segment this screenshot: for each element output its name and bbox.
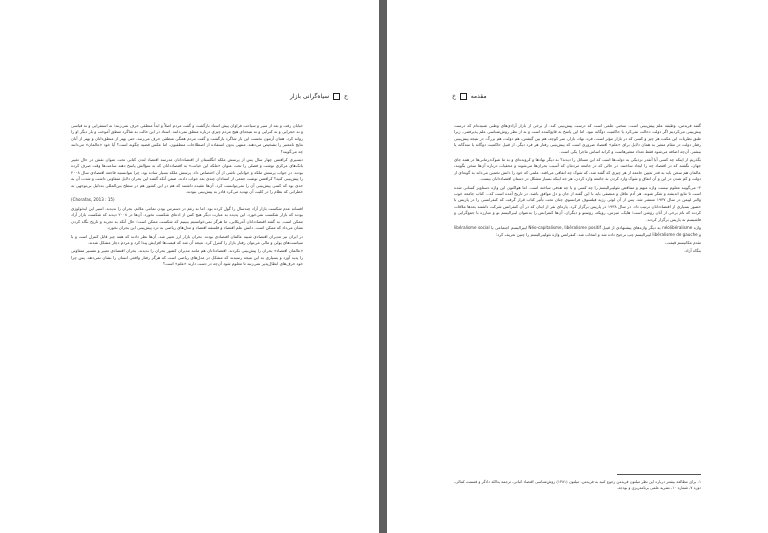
left-page-header <box>290 93 348 100</box>
right-page-number: خ <box>452 93 456 100</box>
paragraph: گفته فریدمن، وظیفه علم پیش‌بینی است. سخنی علمی است که درست پیش‌بینی کند. از برخی از بازار آزادی‌های وطنی شنیده‌ام که درست پیش‌بینی می‌کردیم اگر دولت دخالت نمی‌کرد یا حاکمیت دوگانه نبود. اما این پاسخ نه قانع‌کننده است و نه از نظر روش‌شناسی علم پذیرفتنی. زیرا طبق نظریات این مکتب هر چیز و کسی که در بازار مؤثر است، فرد، نهاد، بازار، سر کوچه، هم بین گیشتن، هم دولت، هم بزرگ. در نتیجه پیش‌بینی رفتار دولت در مقام متغیر به همان دلایل برای «علم» اقتصاد ضروری است که پیش‌بینی رفتار هر فرد دیگر. از قبیل حاکمیت دوگانه یا سه‌گانه یا بیشتر. آن‌چه اضافه می‌شود فقط تعداد متغیرهاست و کرانه اساس ماجرا یکی است. <box>454 123 701 154</box>
right-page <box>387 0 768 533</box>
right-page-header <box>452 93 487 100</box>
paragraph: افسانه عدم شکست بازار آزاد چندسال را گول کرده بود. اما به رغم در دسترس بودن تمامی علائم، بحران را ندیدند. اسیر این ایدئولوژی بودند که بازار شکست نمی‌خورد. این پدیده به عبارت دیگر هیچ کس از ادعای شکست نخورد. آن‌ها در ۲۰۰۸ دیدند که شکست بازار آزاد ممکن است. به گفته اقتصاددانان آمریکایی، ما هرگز نمی‌خواستیم ببینیم که شکست ممکن است؛ حال آنکه به تجربه و تاریخ نگاه کردن نشان می‌داد که ممکن است. دانش علم اقتصاد و فلسفه اقتصاد و مدل‌های ریاضی به درد پیش‌بینی این بحران نخورد. <box>71 205 303 231</box>
paragraph: «عالمان اقتصاد» بحران را پیش‌بینی نکردند. اقتصاددانان هم مانند مدیران کشور بحران را ندیدند. بحران اقتصادی تعبیر و تفسیر متفاوتی را پدید آورد و بسیاری به این نتیجه رسیدند که مشکل در مدل‌های ریاضی است که هرگز رفتار واقعی انسان را نشان نمی‌دهد. پس چرا خود حرف‌های ابطال‌پذیر نمی‌زنند تا معلوم شود آن‌چه در دست دارند «علم» است؟ <box>71 248 303 267</box>
paragraph: ۲- می‌گویند معلوم نیست واژه مبهم و متناقض نئولیبرالیسم را چه کسی و با چه هدفی ساخته است. اما هواکنون این واژه دستاویز کسانی شده است تا مانع اندیشه و تفکر شوند. هر آدم عاقل و منصفی باید با این گفته از جان و دل موافق باشد. در تاریخ آمده است که... کتاب جامعه خوب والتر لیپمن در سال ۱۹۳۷ منتشر شد. پس از آن لوئی رژیه فیلسوف فرانسوی چنان تحت تأثیر کتاب قرار گرفت که کنفرانسی را در پاریس با حضور بسیاری از اقتصاددانان ترتیب داد. در سال ۱۹۳۸ در پاریس برگزار کرد. پاره‌ای نفر از اینان که در آن کنفرانس شرکت داشتند بعدها ملاقات کردند که نام برخی از آنان روشن است؛ هایک، میزس، روپکه، روستو و دیگران. آن‌ها کنفرانس را به‌عنوان لیبرالیسم نو و مبارزه با جمع‌گرایی و فاشیسم به پاریس برگزار کردند. <box>454 184 701 222</box>
footnote: ۱- برای مطالعه بیشتر درباره این نظر میلتون فریدمن رجوع کنید به فریدمن، میلتون (۱۳۸۱) روش‌شناسی اقتصاد اثباتی، ترجمه یدالله دادگر و قسمت کمالی، دوره ۷، شماره ۱۰، نشریه علمی برنامه‌ریزی و بودجه. <box>454 479 701 490</box>
paragraph: واژه néolibéralisme به دیگر واژه‌های پیشنهادی از قبیل Néo-capitalisme, libéralisme positif لیبرالیسم اجتماعی یا libéralisme social و libéralisme de gauche لیبرالیسم چپ ترجیح داده شد و انتخاب شد. کنفرانس واژه نئولیبرالیسم را چنین تعریف کرد: <box>454 225 701 237</box>
list-item: بنگاه آزاد، <box>684 248 701 254</box>
page-gutter <box>379 0 387 533</box>
paragraph: دیسیری کرافتس چهار سال پس از پرسش ملکه انگلستان از اقتصاددانان مدرسه اقتصاد لندن کتابی تحت عنوان نقش در حال تغییر بانک‌های مرکزی نوشت و فصلی را تحت عنوان «ملکه این خیانت» به اقتصاددانان که به سؤالش پاسخ دهند ساعت‌ها وقت صرف کرده بودند. در جواب پرسش ملکه و خوانایی ناشی از آن اختصاص داد. پرسش ملکه بسیار ساده بود. چرا نتوانستید فاجعه اقتصادی سال ۲۰۰۸ را پیش‌بینی کنید؟ کرافتس نوشت جمعی از استادان چندی بعد جواب دادند. ضمن آنکه گفتند این بحران دلایل متفاوتی داشت و شدت آن به حدی بود که کسی پیش‌بینی آن را نمی‌توانست کرد. آن‌ها عقیده داشتند که هم در این کشور هم در سطح بین‌المللی به‌دلیل بی‌توجهی به خطراتی که نظام را در کلیت آن تهدید می‌کرد قادر به پیش‌بینی نبودند. <box>71 157 303 195</box>
left-page-number: ح <box>344 93 348 100</box>
header-box-icon <box>333 93 340 100</box>
right-running-title: مقدمه <box>470 93 487 100</box>
paragraph: در ایران نیز مدیران اقتصادی شبیه عالمان اقتصادی بودند. بحران بازار ارز تعبیر شد. آن‌ها نظر دادند که همه چیز قابل کنترل است و با سیاست‌های پولی و مالی می‌توان رفتار بازار را کنترل کرد. نتیجه آن شد که قیمت‌ها افزایش پیدا کرد و مردم دچار مشکل شدند. <box>71 233 303 245</box>
left-running-title: سیاه‌گرانی بازار <box>290 93 330 100</box>
left-body-text <box>71 123 303 270</box>
citation: (Chorafas, 2013 : 15) <box>71 197 115 203</box>
right-body-text <box>454 123 701 257</box>
footnote-rule <box>617 474 701 475</box>
paragraph: خیابان رفت و بعد از سیر و سیاحت فراوان پیش استاد بازگشت و گفت مردم اصلاً و ابداً منطقی حرف نمی‌زنند؛ نه استقرایی و نه قیاسی و نه حجرایی و نه کبرایی و نه نتیجه‌ای هیچ مردم چیزی درباره منطق نمی‌دانند. استاد در این حالت به شاگرد منطق آموخت و بار دیگر او را روانه کرد. همان آزمون نخست این بار شاگرد بازگشت و گفت مردم همگی منطقی حرف می‌زنند، حتی بهتر از منطق‌دانان و بهتر از آنان نتایج نامعتبر را تشخیص می‌دهند. منتهی بدون استفاده از اصطلاحات منطقیون. اما عکس قضیه چگونه است؟ آیا خود «عالمان» می‌دانند چه می‌گویند؟ <box>71 123 303 154</box>
left-page <box>0 0 379 533</box>
header-box-icon <box>460 93 467 100</box>
list-item: تقدم مکانیسم قیمت، <box>665 239 701 245</box>
paragraph: بگذریم از اینکه چه کسی آیا آنقدر نزدیکی به دولت‌ها است که این مسائل را دیدند؟ به دیگر نهادها و کرونده‌ای و به ما شوک‌درمانی‌ها در همه جای جهان، نگفتند که در اقتصاد چه را ایجاد ساختند. در حالی که در جامعه مردمان که آسیب بحران‌ها می‌شوند و محقیات درباره آن‌ها سخن بگویند، عالمان هم سخن باید به قدر تعیین جامعه از هر چیزی که گفته شد، که شوک چه اتفاقی می‌افتد. علمی که خود را دانش تخمین می‌داند به گونه‌ای از دولت و کم شدن در این و آن اتفاق و شوک وارد کردن به جامعه وارد کردن، هر جه اینکه بسیار مشکل در دستان اقتصاددانان نیست. <box>454 157 701 182</box>
